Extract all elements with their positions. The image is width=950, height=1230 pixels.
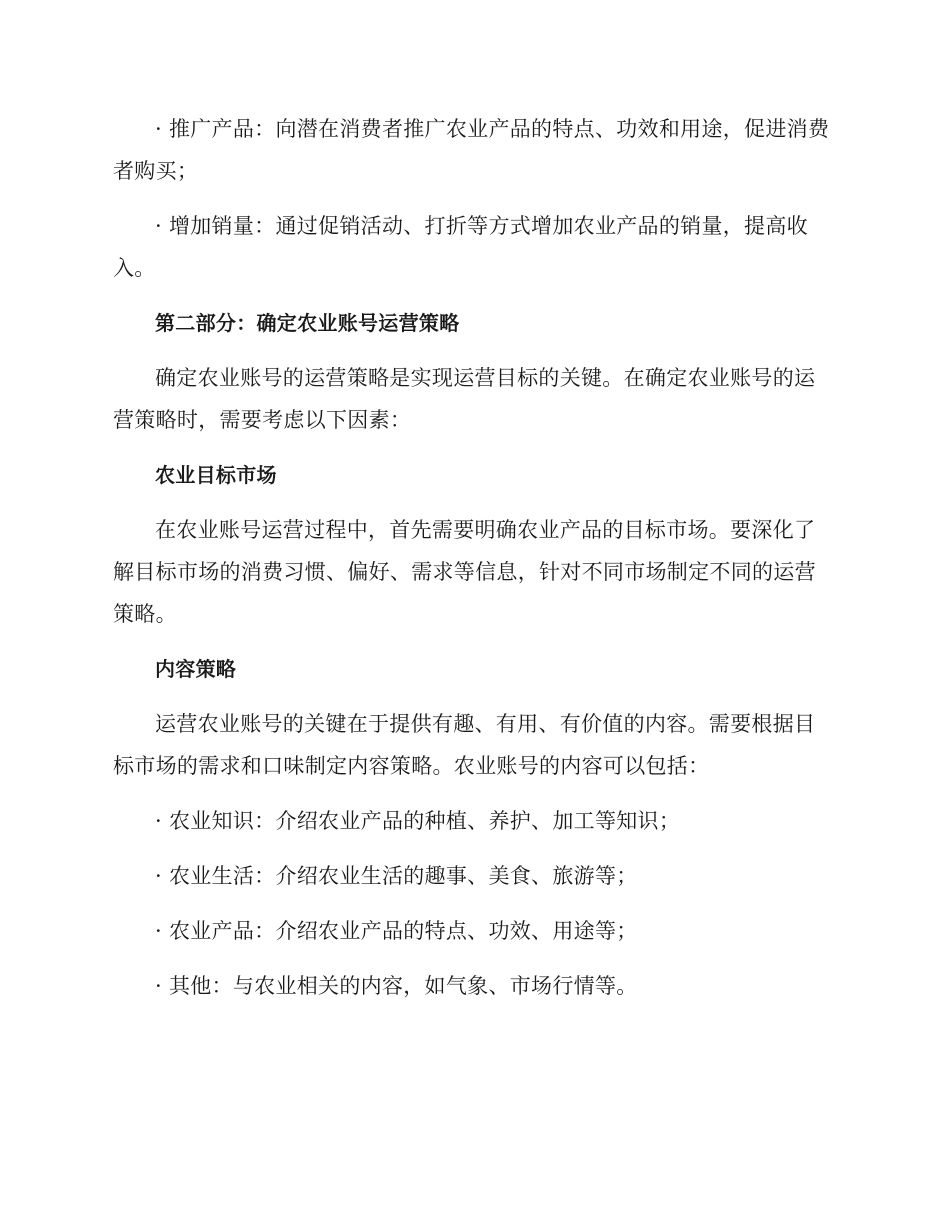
bullet-promote-products: · 推广产品：向潜在消费者推广农业产品的特点、功效和用途，促进消费者购买； (113, 117, 830, 183)
document-page (113, 108, 833, 1020)
subheading-content-strategy: 内容策略 (155, 657, 237, 681)
bullet-agri-knowledge: · 农业知识：介绍农业产品的种植、养护、加工等知识； (155, 809, 681, 833)
paragraph-target-market: 在农业账号运营过程中，首先需要明确农业产品的目标市场。要深化了解目标市场的消费习惯、偏好、需求等信息，针对不同市场制定不同的运营策略。 (113, 518, 816, 626)
section-heading: 第二部分：确定农业账号运营策略 (155, 311, 460, 335)
bullet-other: · 其他：与农业相关的内容，如气象、市场行情等。 (155, 974, 638, 998)
paragraph-content-strategy: 运营农业账号的关键在于提供有趣、有用、有价值的内容。需要根据目标市场的需求和口味制定内容策略。农业账号的内容可以包括： (113, 712, 816, 778)
bullet-increase-sales: · 增加销量：通过促销活动、打折等方式增加农业产品的销量，提高收入。 (113, 214, 808, 280)
subheading-target-market: 农业目标市场 (155, 463, 277, 487)
section-intro: 确定农业账号的运营策略是实现运营目标的关键。在确定农业账号的运营策略时，需要考虑以下因素： (113, 366, 816, 432)
bullet-agri-life: · 农业生活：介绍农业生活的趣事、美食、旅游等； (155, 864, 638, 888)
bullet-agri-products: · 农业产品：介绍农业产品的特点、功效、用途等； (155, 919, 638, 943)
